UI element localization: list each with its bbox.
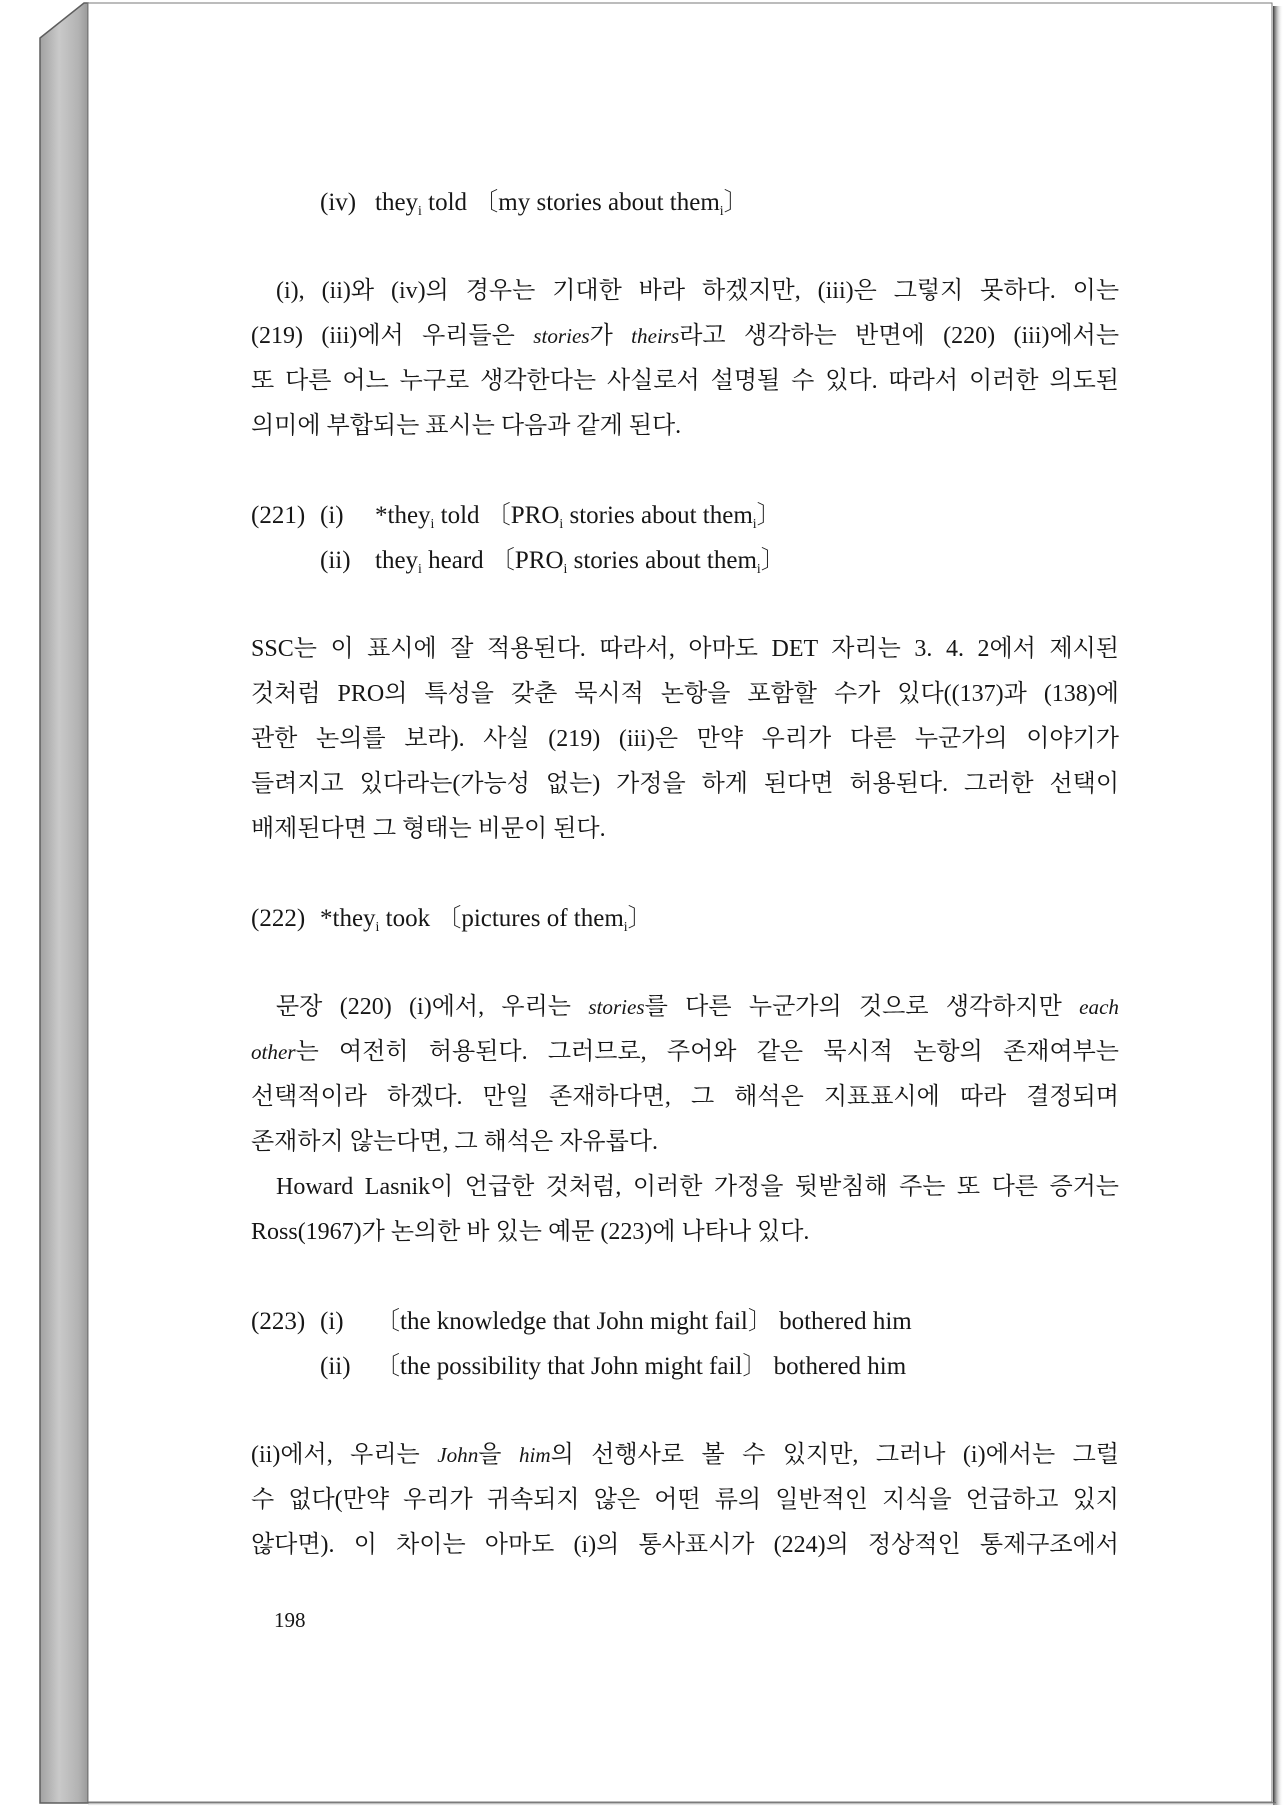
subscript-index: i xyxy=(418,202,422,218)
text-segment: 〕 xyxy=(627,905,653,932)
subscript-index: i xyxy=(418,560,422,576)
example-number: (223) xyxy=(251,1308,306,1335)
paragraph xyxy=(251,269,1119,449)
subscript-index: i xyxy=(719,202,724,218)
line-content xyxy=(251,359,1119,404)
text-segment: Howard Lasnik이 언급한 것처럼, 이러한 가정을 뒷받침해 주는 또 다른 증거는 xyxy=(276,1174,1119,1200)
text-line xyxy=(251,1120,1119,1165)
example-221 xyxy=(251,493,1119,583)
line-content xyxy=(251,807,606,852)
text-line xyxy=(251,985,1119,1030)
subscript-index: i xyxy=(563,560,568,576)
line-content xyxy=(251,762,1119,807)
paragraph xyxy=(251,1165,1119,1255)
text-line xyxy=(251,359,1119,404)
example-text xyxy=(375,493,782,538)
text-line xyxy=(251,1165,1119,1210)
page-number: 198 xyxy=(274,1608,306,1632)
text-segment: 들려지고 있다라는(가능성 없는) 가정을 하게 된다면 허용된다. 그러한 선택이 xyxy=(251,771,1119,797)
text-segment: 〕 xyxy=(760,547,786,574)
text-segment: 관한 논의를 보라). 사실 (219) (iii)은 만약 우리가 다른 누군가의 이야기가 xyxy=(251,726,1119,752)
text-segment: 배제된다면 그 형태는 비문이 된다. xyxy=(251,816,606,842)
text-segment: 을 xyxy=(478,1442,519,1468)
italic-term: each xyxy=(1079,995,1119,1019)
text-segment: 의 선행사로 볼 수 있지만, 그러나 (i)에서는 그럴 xyxy=(550,1442,1119,1468)
example-text xyxy=(320,896,653,941)
line-content xyxy=(251,627,1119,672)
example-222 xyxy=(251,896,1119,941)
text-line xyxy=(251,762,1119,807)
text-segment: 수 없다(만약 우리가 귀속되지 않은 어떤 류의 일반적인 지식을 언급하고 있지 xyxy=(251,1487,1119,1513)
text-line xyxy=(251,1210,1119,1255)
italic-term: other xyxy=(251,1040,296,1064)
italic-term: him xyxy=(518,1443,551,1467)
text-line xyxy=(251,1478,1119,1523)
example-label: (i) xyxy=(320,1308,344,1335)
subscript-index: i xyxy=(375,918,380,934)
example-item xyxy=(251,538,1119,583)
italic-term: theirs xyxy=(631,324,680,348)
line-content xyxy=(251,717,1119,762)
text-segment: 를 다른 누군가의 것으로 생각하지만 xyxy=(644,994,1080,1020)
text-segment: took 〔pictures of them xyxy=(379,905,624,932)
text-segment: (i), (ii)와 (iv)의 경우는 기대한 바라 하겠지만, (iii)은 그렇지 못하다. 이는 xyxy=(276,278,1119,304)
line-content xyxy=(251,672,1119,717)
text-segment: heard 〔PRO xyxy=(421,547,564,574)
line-content xyxy=(251,1075,1119,1120)
page-body xyxy=(251,180,1119,1568)
text-line xyxy=(251,627,1119,672)
example-item xyxy=(251,1344,1119,1389)
example-number-blank xyxy=(251,538,320,583)
example-223 xyxy=(251,1299,1119,1389)
example-label: (ii) xyxy=(320,1353,351,1380)
example-number: (222) xyxy=(251,905,306,932)
line-content xyxy=(276,985,1119,1030)
paragraph xyxy=(251,985,1119,1165)
text-segment: they xyxy=(375,547,419,574)
text-segment: 선택적이라 하겠다. 만일 존재하다면, 그 해석은 지표표시에 따라 결정되며 xyxy=(251,1084,1119,1110)
subscript-index: i xyxy=(756,560,761,576)
text-segment: stories about them xyxy=(563,502,753,529)
text-line xyxy=(251,672,1119,717)
page-shadow-right xyxy=(1273,6,1283,1805)
subscript-index: i xyxy=(430,515,435,531)
text-segment: told 〔PRO xyxy=(434,502,560,529)
text-segment: they xyxy=(375,189,419,216)
text-line xyxy=(251,1523,1119,1568)
text-line xyxy=(251,807,1119,852)
line-content xyxy=(251,404,681,449)
line-content xyxy=(251,314,1119,359)
text-segment: 것처럼 PRO의 특성을 갖춘 묵시적 논항을 포함할 수가 있다((137)과 (138)에 xyxy=(251,681,1119,707)
page-shadow-bottom xyxy=(88,1802,1276,1806)
text-segment: 가 xyxy=(589,323,632,349)
example-label: (ii) xyxy=(320,547,351,574)
text-segment: stories about them xyxy=(567,547,757,574)
line-content xyxy=(251,1433,1119,1478)
example-item xyxy=(251,493,1119,538)
text-segment: 문장 (220) (i)에서, 우리는 xyxy=(276,994,589,1020)
line-content xyxy=(251,1478,1119,1523)
subscript-index: i xyxy=(752,515,757,531)
example-number-blank xyxy=(251,1344,320,1389)
text-segment: 또 다른 어느 누구로 생각한다는 사실로서 설명될 수 있다. 따라서 이러한 의도된 xyxy=(251,368,1119,394)
line-content xyxy=(251,1120,658,1165)
text-segment: (ii)에서, 우리는 xyxy=(251,1442,438,1468)
italic-term: stories xyxy=(588,995,645,1019)
text-segment: 라고 생각하는 반면에 (220) (iii)에서는 xyxy=(679,323,1120,349)
text-segment: 않다면). 이 차이는 아마도 (i)의 통사표시가 (224)의 정상적인 통제구조에서 xyxy=(251,1532,1119,1558)
line-content xyxy=(276,1165,1119,1210)
text-segment: 존재하지 않는다면, 그 해석은 자유롭다. xyxy=(251,1129,658,1155)
text-line xyxy=(251,314,1119,359)
text-segment: 〕 xyxy=(756,502,782,529)
line-content xyxy=(276,269,1119,314)
line-content xyxy=(251,1030,1119,1075)
text-segment: Ross(1967)가 논의한 바 있는 예문 (223)에 나타나 있다. xyxy=(251,1219,810,1245)
line-content xyxy=(251,1523,1119,1568)
subscript-index: i xyxy=(623,918,628,934)
text-segment: *they xyxy=(375,502,431,529)
paragraph xyxy=(251,627,1119,852)
example-number-blank xyxy=(251,180,320,225)
italic-term: John xyxy=(437,1443,479,1467)
example-text xyxy=(375,180,749,225)
example-text: 〔the knowledge that John might fail〕 bothered him xyxy=(375,1308,912,1335)
text-line xyxy=(251,1075,1119,1120)
text-line xyxy=(251,269,1119,314)
text-segment: told 〔my stories about them xyxy=(421,189,720,216)
paragraph-group xyxy=(251,985,1119,1255)
text-line xyxy=(251,1030,1119,1075)
text-segment: SSC는 이 표시에 잘 적용된다. 따라서, 아마도 DET 자리는 3. 4. 2에서 제시된 xyxy=(251,636,1119,662)
example-item xyxy=(251,896,1119,941)
example-text xyxy=(375,538,786,583)
example-label: (i) xyxy=(320,502,344,529)
example-label: (iv) xyxy=(320,189,357,216)
text-segment: 의미에 부합되는 표시는 다음과 같게 된다. xyxy=(251,413,682,439)
text-segment: 〕 xyxy=(723,189,749,216)
italic-term: stories xyxy=(533,324,590,348)
text-line xyxy=(251,404,1119,449)
text-segment: *they xyxy=(320,905,376,932)
example-item xyxy=(251,1299,1119,1344)
example-text: 〔the possibility that John might fail〕 bothered him xyxy=(375,1353,907,1380)
paragraph xyxy=(251,1433,1119,1568)
subscript-index: i xyxy=(559,515,564,531)
example-iv xyxy=(251,180,1119,225)
page-spine xyxy=(40,3,88,1803)
example-item xyxy=(251,180,1119,225)
text-segment: (219) (iii)에서 우리들은 xyxy=(251,323,534,349)
example-number: (221) xyxy=(251,502,306,529)
line-content xyxy=(251,1210,809,1255)
text-segment: 는 여전히 허용된다. 그러므로, 주어와 같은 묵시적 논항의 존재여부는 xyxy=(295,1039,1119,1065)
text-line xyxy=(251,1433,1119,1478)
text-line xyxy=(251,717,1119,762)
